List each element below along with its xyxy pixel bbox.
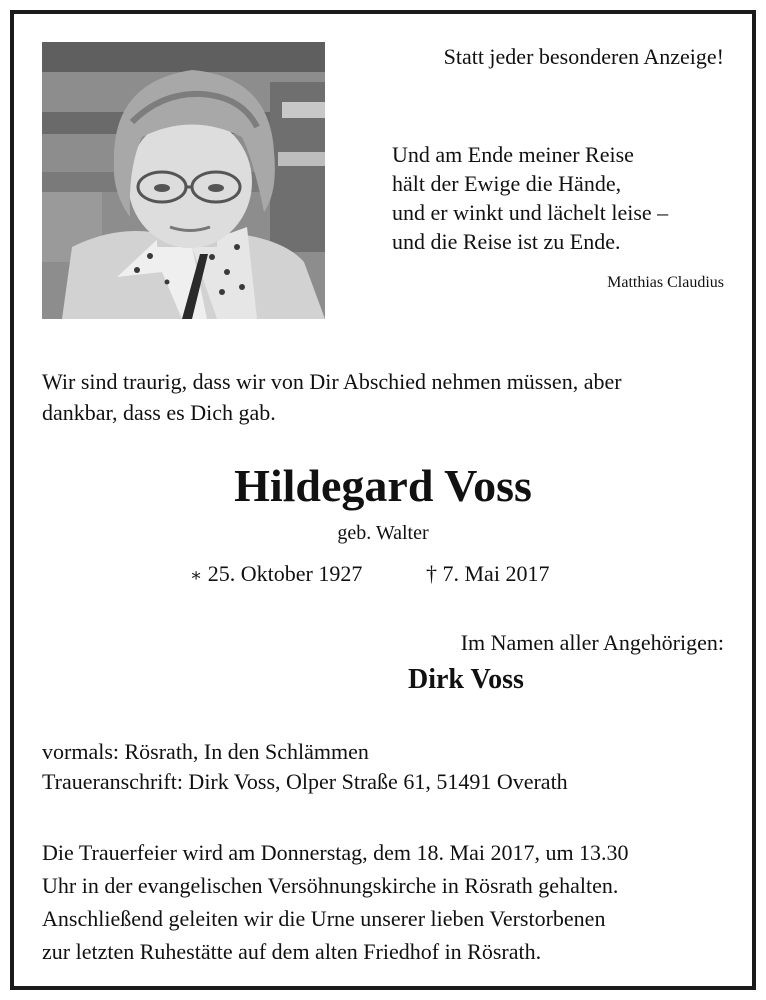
- maiden-name: geb. Walter: [337, 522, 429, 544]
- birth-symbol-icon: ∗: [190, 565, 203, 585]
- address-line: Traueranschrift: Dirk Voss, Olper Straße 61, 51491 Overath: [42, 769, 568, 794]
- lead-line: Wir sind traurig, dass wir von Dir Abschied nehmen müssen, aber: [42, 369, 622, 394]
- poem-line: Und am Ende meiner Reise: [392, 142, 634, 167]
- death-date: [426, 559, 549, 589]
- lead-line: dankbar, dass es Dich gab.: [42, 400, 276, 425]
- birth-date: [190, 559, 362, 590]
- poem-line: und die Reise ist zu Ende.: [392, 229, 621, 254]
- poem: [392, 140, 668, 256]
- address-line: vormals: Rösrath, In den Schlämmen: [42, 739, 369, 764]
- portrait-photo: [42, 42, 325, 319]
- funeral-line: Uhr in der evangelischen Versöhnungskirche in Rösrath gehalten.: [42, 873, 619, 898]
- death-date-text: 7. Mai 2017: [442, 561, 550, 586]
- lead-text: [42, 366, 622, 428]
- death-symbol-icon: †: [426, 561, 437, 586]
- poem-line: und er winkt und lächelt leise –: [392, 200, 669, 225]
- family-intro: Im Namen aller Angehörigen:: [460, 630, 724, 655]
- funeral-line: Anschließend geleiten wir die Urne unserer lieben Verstorbenen: [42, 906, 606, 931]
- deceased-name: Hildegard Voss: [234, 460, 532, 511]
- funeral-line: Die Trauerfeier wird am Donnerstag, dem 18. Mai 2017, um 13.30: [42, 840, 629, 865]
- funeral-info: [42, 836, 629, 968]
- poem-author: Matthias Claudius: [607, 274, 724, 291]
- family-signature: Dirk Voss: [408, 664, 524, 695]
- funeral-line: zur letzten Ruhestätte auf dem alten Friedhof in Rösrath.: [42, 939, 542, 964]
- address-block: [42, 737, 568, 797]
- poem-line: hält der Ewige die Hände,: [392, 171, 622, 196]
- birth-date-text: 25. Oktober 1927: [207, 561, 363, 586]
- headline: Statt jeder besonderen Anzeige!: [443, 44, 724, 69]
